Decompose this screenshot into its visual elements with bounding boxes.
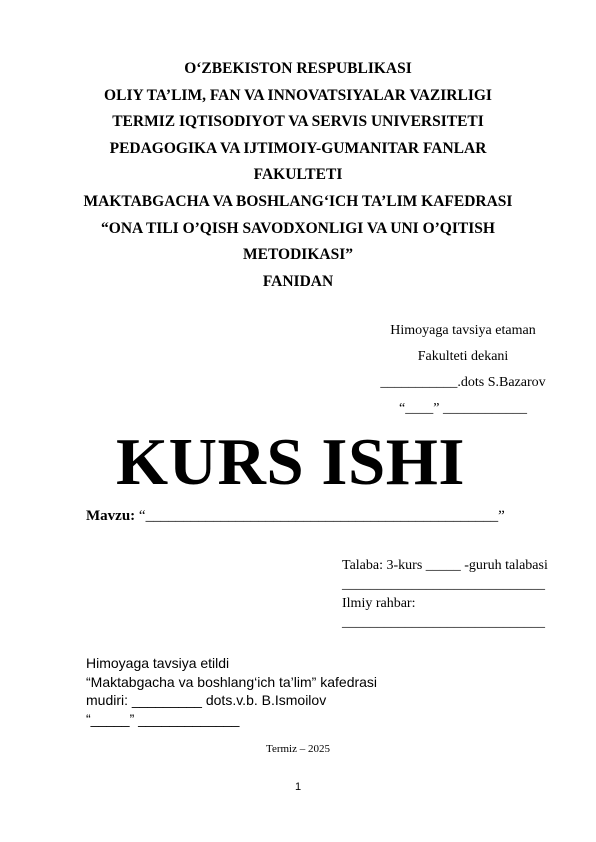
student-line: _____________________________ — [342, 615, 545, 630]
defense-recommendation-block — [86, 654, 377, 728]
header-line: O‘ZBEKISTON RESPUBLIKASI — [184, 60, 412, 77]
topic-line — [86, 505, 505, 527]
student-line: Ilmiy rahbar: — [342, 596, 416, 611]
approval-line: Fakulteti dekani — [417, 349, 509, 364]
header-line: MAKTABGACHA VA BOSHLANG‘ICH TA’LIM KAFEDRASI — [83, 192, 513, 210]
page-number: 1 — [294, 781, 302, 793]
defense-line: “_____” _____________ — [86, 710, 240, 727]
approval-line: Himoyaga tavsiya etaman — [390, 323, 536, 338]
header-line: OLIY TA’LIM, FAN VA INNOVATSIYALAR VAZIRLIGI — [104, 86, 492, 104]
approval-block — [360, 318, 566, 422]
header-line: “ONA TILI O’QISH SAVODXONLIGI VA UNI O’QITISH — [101, 219, 495, 237]
defense-line: Himoyaga tavsiya etildi — [86, 655, 230, 671]
header-line: FAKULTETI — [253, 166, 343, 184]
student-block — [342, 556, 548, 632]
document-title: KURS ISHI — [116, 425, 465, 499]
topic-value: “_______________________________________________” — [135, 508, 505, 524]
approval-line: “____” ____________ — [399, 401, 527, 416]
header-line: TERMIZ IQTISODIYOT VA SERVIS UNIVERSITETI — [112, 113, 484, 131]
header-line: FANIDAN — [262, 272, 334, 290]
topic-label: Mavzu: — [86, 508, 136, 524]
header-line: PEDAGOGIKA VA IJTIMOIY-GUMANITAR FANLAR — [109, 139, 487, 157]
student-line: Talaba: 3-kurs _____ -guruh talabasi — [342, 558, 548, 573]
approval-line: ___________.dots S.Bazarov — [380, 375, 546, 390]
defense-line: mudiri: _________ dots.v.b. B.Ismoilov — [86, 692, 327, 708]
defense-line: “Maktabgacha va boshlang‘ich ta’lim” kafedrasi — [86, 673, 378, 690]
city-year: Termiz – 2025 — [266, 743, 330, 755]
student-line: _____________________________ — [342, 577, 545, 592]
header-line: METODIKASI” — [243, 246, 353, 264]
institution-header — [60, 56, 536, 295]
